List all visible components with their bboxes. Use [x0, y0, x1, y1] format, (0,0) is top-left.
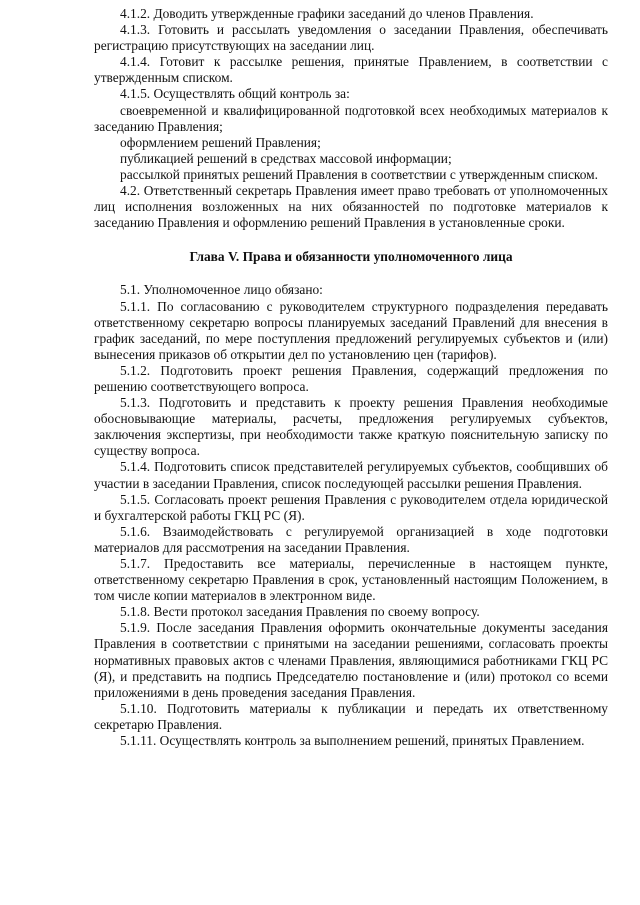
paragraph-5-1-5: 5.1.5. Согласовать проект решения Правления с руководителем отдела юридической и бухгалтерской работы ГКЦ РС (Я). [94, 491, 608, 523]
paragraph-5-1-8: 5.1.8. Вести протокол заседания Правления по своему вопросу. [120, 604, 480, 620]
paragraph-5-1-6: 5.1.6. Взаимодействовать с регулируемой организацией в ходе подготовки материалов для рассмотрения на заседании Правления. [94, 523, 608, 555]
list-item-timely-preparation: своевременной и квалифицированной подготовкой всех необходимых материалов к заседанию Правления; [94, 102, 608, 134]
paragraph-5-1-11: 5.1.11. Осуществлять контроль за выполнением решений, принятых Правлением. [120, 733, 585, 749]
paragraph-5-1-2: 5.1.2. Подготовить проект решения Правления, содержащий предложения по решению соответствующего вопроса. [94, 362, 608, 394]
paragraph-5-1-4: 5.1.4. Подготовить список представителей регулируемых субъектов, сообщивших об участии в заседании Правления, список последующей рассылки решения Правления. [94, 459, 608, 491]
paragraph-5-1-9: 5.1.9. После заседания Правления оформить окончательные документы заседания Правления в соответствии с принятыми на заседании решениями, согласовать проекты нормативных правовых актов с членами Правления, являющимися работниками ГКЦ РС (Я), и представить на подпись Председателю постановление и (или) протокол со всеми приложениями в день проведения заседания Правления. [94, 620, 608, 700]
chapter-heading: Глава V. Права и обязанности уполномоченного лица [189, 249, 513, 265]
list-item-distribution: рассылкой принятых решений Правления в соответствии с утвержденным списком. [120, 166, 599, 182]
paragraph-5-1-3: 5.1.3. Подготовить и представить к проекту решения Правления необходимые обосновывающие материалы, расчеты, предложения регулируемых субъектов, заключения экспертизы, при необходимости также краткую пояснительную записку по существу вопроса. [94, 395, 608, 459]
paragraph-5-1-1: 5.1.1. По согласованию с руководителем структурного подразделения передавать ответственному секретарю вопросы планируемых заседаний Правлений для внесения в график заседаний, по мере поступления предложений регулируемых субъектов и (или) вынесения приказов об открытии дел по установлению цен (тарифов). [94, 298, 608, 362]
paragraph-4-1-4: 4.1.4. Готовит к рассылке решения, принятые Правлением, в соответствии с утвержденным списком. [94, 54, 608, 86]
paragraph-4-1-3: 4.1.3. Готовить и рассылать уведомления о заседании Правления, обеспечивать регистрацию присутствующих на заседании лиц. [94, 22, 608, 54]
paragraph-5-1: 5.1. Уполномоченное лицо обязано: [120, 282, 323, 298]
list-item-decision-formatting: оформлением решений Правления; [120, 134, 321, 150]
paragraph-5-1-7: 5.1.7. Предоставить все материалы, перечисленные в настоящем пункте, ответственному секретарю Правления в срок, установленный настоящим Положением, в том числе копии материалов в электронном виде. [94, 556, 608, 604]
list-item-media-publication: публикацией решений в средствах массовой информации; [120, 150, 452, 166]
paragraph-4-1-5: 4.1.5. Осуществлять общий контроль за: [120, 86, 350, 102]
document-page [94, 6, 608, 749]
paragraph-5-1-10: 5.1.10. Подготовить материалы к публикации и передать их ответственному секретарю Правления. [94, 700, 608, 732]
paragraph-4-2: 4.2. Ответственный секретарь Правления имеет право требовать от уполномоченных лиц исполнения возложенных на них обязанностей по подготовке материалов к заседанию Правления и оформлению решений Правления в установленные сроки. [94, 183, 608, 231]
paragraph-4-1-2: 4.1.2. Доводить утвержденные графики заседаний до членов Правления. [120, 6, 534, 21]
